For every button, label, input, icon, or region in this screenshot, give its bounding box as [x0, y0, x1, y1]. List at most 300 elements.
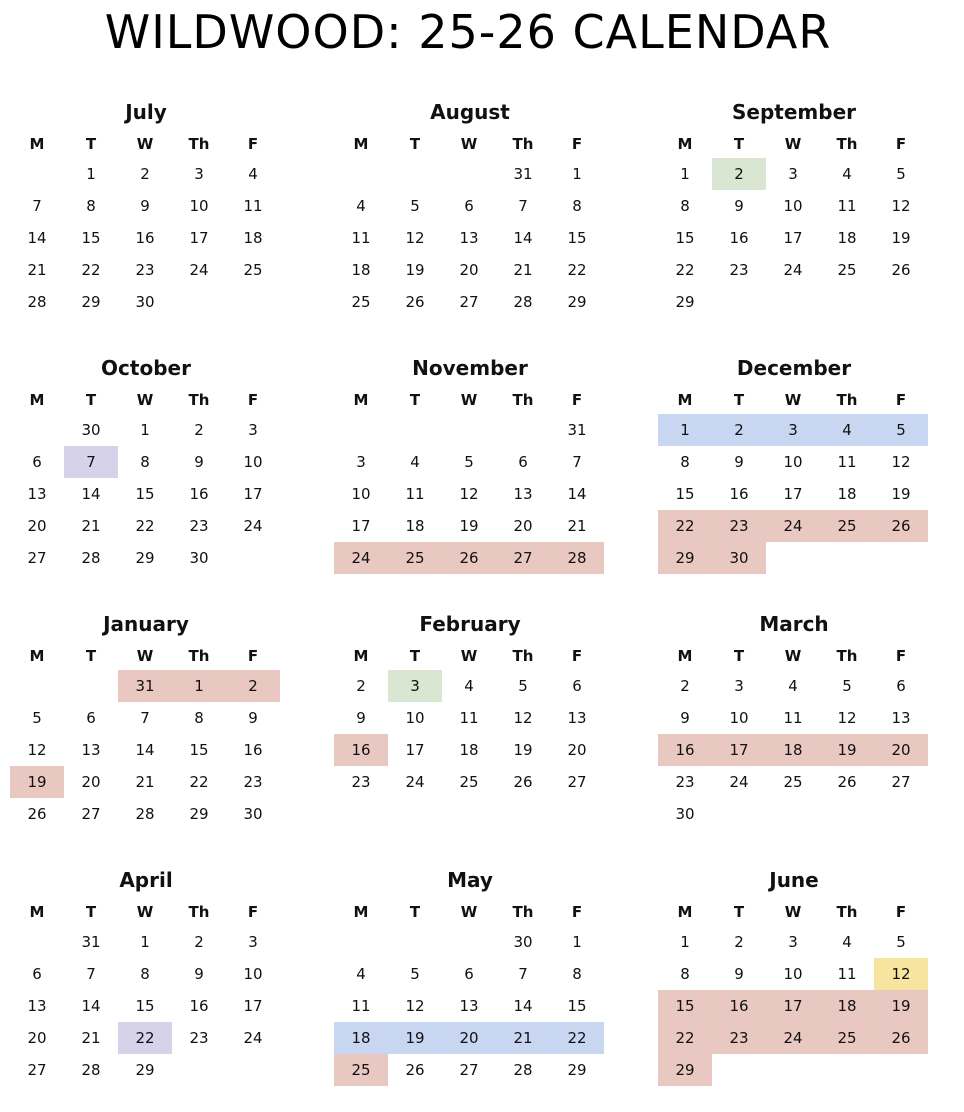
weekday-header: M: [677, 391, 693, 409]
day-cell: 16: [243, 741, 263, 759]
highlighted-day-cell: 27: [496, 542, 550, 574]
day-cell: 21: [81, 517, 101, 535]
day-cell: 10: [729, 709, 749, 727]
weekday-header: T: [409, 903, 421, 921]
highlighted-day-cell: 12: [874, 958, 928, 990]
day-cell: 13: [891, 709, 911, 727]
day-cell: 21: [135, 773, 155, 791]
weekday-header: W: [136, 903, 154, 921]
day-cell: 5: [518, 677, 528, 695]
day-cell: 7: [572, 453, 582, 471]
day-cell: 15: [135, 485, 155, 503]
day-cell: 28: [513, 293, 533, 311]
day-cell: 8: [140, 965, 150, 983]
day-cell: 26: [891, 261, 911, 279]
month-name: February: [419, 612, 521, 636]
day-cell: 20: [567, 741, 587, 759]
day-cell: 17: [243, 485, 263, 503]
day-cell: 12: [459, 485, 479, 503]
weekday-header: F: [895, 647, 907, 665]
highlighted-day-cell: 3: [766, 414, 820, 446]
day-cell: 18: [351, 261, 371, 279]
day-cell: 10: [405, 709, 425, 727]
weekday-header: F: [571, 135, 583, 153]
weekday-header: T: [85, 903, 97, 921]
weekday-header: W: [136, 135, 154, 153]
weekday-header: T: [733, 391, 745, 409]
month-october: [10, 354, 282, 568]
day-cell: 28: [27, 293, 47, 311]
month-april: [10, 866, 282, 1080]
day-cell: 22: [189, 773, 209, 791]
day-cell: 15: [675, 485, 695, 503]
day-cell: 14: [27, 229, 47, 247]
highlighted-day-cell: 22: [550, 1022, 604, 1054]
weekday-header: M: [677, 647, 693, 665]
day-cell: 13: [81, 741, 101, 759]
weekday-header: M: [29, 647, 45, 665]
day-cell: 18: [405, 517, 425, 535]
day-cell: 17: [405, 741, 425, 759]
weekday-header: Th: [512, 391, 534, 409]
day-cell: 16: [189, 485, 209, 503]
day-cell: 3: [194, 165, 204, 183]
weekday-header: Th: [512, 903, 534, 921]
day-cell: 29: [189, 805, 209, 823]
day-cell: 20: [513, 517, 533, 535]
day-cell: 1: [86, 165, 96, 183]
day-cell: 4: [842, 165, 852, 183]
highlighted-day-cell: 30: [712, 542, 766, 574]
day-cell: 8: [680, 197, 690, 215]
day-cell: 7: [32, 197, 42, 215]
day-cell: 18: [837, 485, 857, 503]
highlighted-day-cell: 22: [658, 510, 712, 542]
day-cell: 1: [680, 933, 690, 951]
highlighted-day-cell: 26: [442, 542, 496, 574]
day-cell: 15: [567, 229, 587, 247]
day-cell: 11: [405, 485, 425, 503]
day-cell: 29: [135, 549, 155, 567]
day-cell: 30: [243, 805, 263, 823]
weekday-header: F: [571, 647, 583, 665]
highlighted-day-cell: 2: [712, 414, 766, 446]
weekday-header: M: [677, 903, 693, 921]
day-cell: 5: [464, 453, 474, 471]
highlighted-day-cell: 19: [388, 1022, 442, 1054]
month-june: [658, 866, 930, 1080]
day-cell: 20: [459, 261, 479, 279]
highlighted-day-cell: 17: [712, 734, 766, 766]
day-cell: 19: [459, 517, 479, 535]
highlighted-day-cell: 26: [874, 510, 928, 542]
day-cell: 17: [783, 229, 803, 247]
weekday-header: Th: [188, 391, 210, 409]
day-cell: 11: [243, 197, 263, 215]
day-cell: 17: [243, 997, 263, 1015]
day-cell: 7: [518, 197, 528, 215]
day-cell: 2: [194, 421, 204, 439]
day-cell: 12: [405, 229, 425, 247]
weekday-header: M: [353, 135, 369, 153]
day-cell: 20: [81, 773, 101, 791]
day-cell: 17: [189, 229, 209, 247]
day-cell: 8: [680, 965, 690, 983]
day-cell: 22: [135, 517, 155, 535]
highlighted-day-cell: 18: [766, 734, 820, 766]
day-cell: 26: [405, 293, 425, 311]
weekday-header: F: [895, 903, 907, 921]
day-cell: 7: [86, 965, 96, 983]
day-cell: 10: [351, 485, 371, 503]
highlighted-day-cell: 15: [658, 990, 712, 1022]
day-cell: 30: [675, 805, 695, 823]
weekday-header: W: [460, 391, 478, 409]
day-cell: 28: [135, 805, 155, 823]
highlighted-day-cell: 24: [766, 510, 820, 542]
highlighted-day-cell: 25: [820, 1022, 874, 1054]
weekday-header: Th: [512, 647, 534, 665]
day-cell: 27: [459, 293, 479, 311]
highlighted-day-cell: 25: [334, 1054, 388, 1086]
weekday-header: Th: [836, 391, 858, 409]
day-cell: 11: [351, 997, 371, 1015]
day-cell: 2: [356, 677, 366, 695]
day-cell: 10: [783, 453, 803, 471]
day-cell: 2: [680, 677, 690, 695]
day-cell: 11: [837, 453, 857, 471]
day-cell: 9: [734, 453, 744, 471]
day-cell: 5: [842, 677, 852, 695]
weekday-header: F: [247, 903, 259, 921]
day-cell: 26: [27, 805, 47, 823]
weekday-header: M: [29, 903, 45, 921]
weekday-header: W: [784, 135, 802, 153]
day-cell: 28: [513, 1061, 533, 1079]
day-cell: 3: [788, 165, 798, 183]
day-cell: 4: [410, 453, 420, 471]
day-cell: 8: [572, 197, 582, 215]
day-cell: 19: [405, 261, 425, 279]
day-cell: 22: [675, 261, 695, 279]
day-cell: 3: [788, 933, 798, 951]
highlighted-day-cell: 2: [712, 158, 766, 190]
day-cell: 15: [135, 997, 155, 1015]
day-cell: 13: [567, 709, 587, 727]
highlighted-day-cell: 29: [658, 542, 712, 574]
day-cell: 14: [567, 485, 587, 503]
weekday-header: M: [677, 135, 693, 153]
day-cell: 9: [140, 197, 150, 215]
day-cell: 24: [189, 261, 209, 279]
day-cell: 21: [513, 261, 533, 279]
highlighted-day-cell: 3: [388, 670, 442, 702]
day-cell: 29: [675, 293, 695, 311]
day-cell: 27: [27, 1061, 47, 1079]
highlighted-day-cell: 16: [658, 734, 712, 766]
weekday-header: F: [247, 135, 259, 153]
weekday-header: W: [136, 647, 154, 665]
highlighted-day-cell: 2: [226, 670, 280, 702]
weekday-header: Th: [836, 135, 858, 153]
day-cell: 22: [81, 261, 101, 279]
highlighted-day-cell: 23: [712, 510, 766, 542]
day-cell: 11: [837, 965, 857, 983]
weekday-header: W: [136, 391, 154, 409]
weekday-header: F: [895, 135, 907, 153]
weekday-header: W: [460, 903, 478, 921]
weekday-header: T: [409, 135, 421, 153]
highlighted-day-cell: 26: [874, 1022, 928, 1054]
weekday-header: Th: [836, 903, 858, 921]
day-cell: 9: [734, 965, 744, 983]
weekday-header: T: [733, 135, 745, 153]
day-cell: 6: [32, 453, 42, 471]
day-cell: 14: [135, 741, 155, 759]
day-cell: 27: [891, 773, 911, 791]
month-september: [658, 98, 930, 312]
day-cell: 1: [572, 165, 582, 183]
day-cell: 4: [464, 677, 474, 695]
day-cell: 8: [680, 453, 690, 471]
day-cell: 25: [459, 773, 479, 791]
day-cell: 14: [513, 229, 533, 247]
day-cell: 19: [513, 741, 533, 759]
day-cell: 19: [891, 229, 911, 247]
weekday-header: F: [571, 391, 583, 409]
month-may: [334, 866, 606, 1080]
day-cell: 10: [783, 965, 803, 983]
month-march: [658, 610, 930, 824]
day-cell: 16: [189, 997, 209, 1015]
day-cell: 4: [842, 933, 852, 951]
day-cell: 10: [189, 197, 209, 215]
weekday-header: W: [784, 903, 802, 921]
day-cell: 6: [86, 709, 96, 727]
day-cell: 3: [248, 421, 258, 439]
highlighted-day-cell: 19: [874, 990, 928, 1022]
day-cell: 16: [729, 485, 749, 503]
day-cell: 11: [351, 229, 371, 247]
day-cell: 21: [567, 517, 587, 535]
day-cell: 31: [513, 165, 533, 183]
day-cell: 24: [243, 517, 263, 535]
day-cell: 9: [356, 709, 366, 727]
highlighted-day-cell: 31: [118, 670, 172, 702]
day-cell: 24: [729, 773, 749, 791]
day-cell: 27: [81, 805, 101, 823]
day-cell: 13: [27, 997, 47, 1015]
day-cell: 25: [351, 293, 371, 311]
highlighted-day-cell: 25: [388, 542, 442, 574]
highlighted-day-cell: 20: [874, 734, 928, 766]
day-cell: 5: [896, 165, 906, 183]
day-cell: 18: [459, 741, 479, 759]
day-cell: 9: [194, 965, 204, 983]
day-cell: 8: [194, 709, 204, 727]
highlighted-day-cell: 24: [334, 542, 388, 574]
weekday-header: M: [353, 391, 369, 409]
highlighted-day-cell: 1: [172, 670, 226, 702]
day-cell: 24: [243, 1029, 263, 1047]
month-name: August: [430, 100, 510, 124]
day-cell: 23: [243, 773, 263, 791]
day-cell: 15: [675, 229, 695, 247]
weekday-header: Th: [836, 647, 858, 665]
day-cell: 21: [81, 1029, 101, 1047]
day-cell: 8: [572, 965, 582, 983]
day-cell: 5: [410, 197, 420, 215]
day-cell: 21: [27, 261, 47, 279]
day-cell: 26: [513, 773, 533, 791]
day-cell: 28: [81, 1061, 101, 1079]
weekday-header: W: [784, 391, 802, 409]
month-name: December: [736, 356, 852, 380]
month-name: April: [119, 868, 173, 892]
day-cell: 6: [572, 677, 582, 695]
day-cell: 14: [513, 997, 533, 1015]
day-cell: 13: [513, 485, 533, 503]
month-name: March: [759, 612, 829, 636]
day-cell: 3: [734, 677, 744, 695]
weekday-header: M: [29, 135, 45, 153]
weekday-header: M: [29, 391, 45, 409]
weekday-header: M: [353, 903, 369, 921]
day-cell: 4: [788, 677, 798, 695]
day-cell: 29: [567, 293, 587, 311]
day-cell: 15: [567, 997, 587, 1015]
highlighted-day-cell: 21: [496, 1022, 550, 1054]
day-cell: 27: [459, 1061, 479, 1079]
weekday-header: W: [460, 135, 478, 153]
day-cell: 12: [513, 709, 533, 727]
day-cell: 12: [27, 741, 47, 759]
day-cell: 23: [135, 261, 155, 279]
highlighted-day-cell: 22: [658, 1022, 712, 1054]
month-august: [334, 98, 606, 312]
day-cell: 11: [459, 709, 479, 727]
day-cell: 29: [567, 1061, 587, 1079]
day-cell: 27: [567, 773, 587, 791]
day-cell: 9: [734, 197, 744, 215]
day-cell: 31: [81, 933, 101, 951]
day-cell: 6: [464, 965, 474, 983]
weekday-header: W: [784, 647, 802, 665]
day-cell: 10: [243, 453, 263, 471]
day-cell: 8: [140, 453, 150, 471]
highlighted-day-cell: 29: [658, 1054, 712, 1086]
highlighted-day-cell: 24: [766, 1022, 820, 1054]
day-cell: 2: [194, 933, 204, 951]
weekday-header: F: [247, 391, 259, 409]
day-cell: 6: [464, 197, 474, 215]
day-cell: 31: [567, 421, 587, 439]
day-cell: 14: [81, 485, 101, 503]
highlighted-day-cell: 7: [64, 446, 118, 478]
day-cell: 25: [243, 261, 263, 279]
day-cell: 1: [680, 165, 690, 183]
month-february: [334, 610, 606, 824]
highlighted-day-cell: 18: [820, 990, 874, 1022]
day-cell: 13: [459, 997, 479, 1015]
day-cell: 29: [135, 1061, 155, 1079]
day-cell: 29: [81, 293, 101, 311]
highlighted-day-cell: 16: [712, 990, 766, 1022]
day-cell: 13: [459, 229, 479, 247]
day-cell: 6: [518, 453, 528, 471]
day-cell: 11: [783, 709, 803, 727]
day-cell: 4: [356, 965, 366, 983]
day-cell: 1: [572, 933, 582, 951]
weekday-header: T: [85, 647, 97, 665]
day-cell: 23: [189, 1029, 209, 1047]
highlighted-day-cell: 22: [118, 1022, 172, 1054]
day-cell: 5: [896, 933, 906, 951]
weekday-header: Th: [188, 647, 210, 665]
day-cell: 12: [837, 709, 857, 727]
day-cell: 26: [405, 1061, 425, 1079]
weekday-header: T: [409, 647, 421, 665]
day-cell: 7: [140, 709, 150, 727]
highlighted-day-cell: 16: [334, 734, 388, 766]
weekday-header: Th: [188, 135, 210, 153]
day-cell: 24: [405, 773, 425, 791]
day-cell: 8: [86, 197, 96, 215]
weekday-header: T: [733, 647, 745, 665]
highlighted-day-cell: 1: [658, 414, 712, 446]
day-cell: 28: [81, 549, 101, 567]
day-cell: 11: [837, 197, 857, 215]
month-name: September: [732, 100, 856, 124]
day-cell: 12: [891, 453, 911, 471]
day-cell: 15: [189, 741, 209, 759]
month-name: October: [101, 356, 191, 380]
day-cell: 30: [135, 293, 155, 311]
highlighted-day-cell: 25: [820, 510, 874, 542]
highlighted-day-cell: 20: [442, 1022, 496, 1054]
day-cell: 18: [243, 229, 263, 247]
day-cell: 13: [27, 485, 47, 503]
day-cell: 3: [248, 933, 258, 951]
month-december: [658, 354, 930, 568]
month-name: November: [412, 356, 528, 380]
day-cell: 23: [675, 773, 695, 791]
day-cell: 19: [891, 485, 911, 503]
day-cell: 15: [81, 229, 101, 247]
day-cell: 25: [783, 773, 803, 791]
day-cell: 1: [140, 421, 150, 439]
day-cell: 4: [248, 165, 258, 183]
day-cell: 9: [194, 453, 204, 471]
month-january: [10, 610, 282, 824]
weekday-header: T: [85, 135, 97, 153]
month-name: May: [447, 868, 493, 892]
day-cell: 3: [356, 453, 366, 471]
day-cell: 20: [27, 1029, 47, 1047]
weekday-header: W: [460, 647, 478, 665]
weekday-header: T: [733, 903, 745, 921]
day-cell: 2: [734, 933, 744, 951]
page-title: WILDWOOD: 25-26 CALENDAR: [104, 5, 832, 59]
day-cell: 16: [135, 229, 155, 247]
day-cell: 17: [783, 485, 803, 503]
month-name: July: [125, 100, 167, 124]
day-cell: 5: [410, 965, 420, 983]
day-cell: 26: [837, 773, 857, 791]
day-cell: 30: [81, 421, 101, 439]
day-cell: 23: [189, 517, 209, 535]
weekday-header: F: [247, 647, 259, 665]
